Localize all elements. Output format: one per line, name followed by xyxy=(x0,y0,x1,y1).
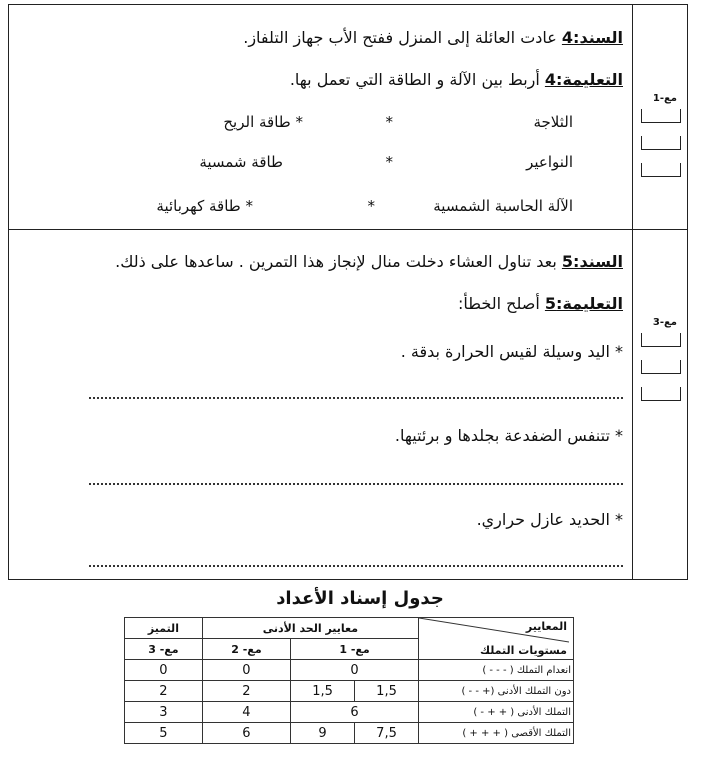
answer-line-2[interactable] xyxy=(89,483,623,485)
c2-cell: 6 xyxy=(202,723,290,744)
table-row xyxy=(125,660,574,681)
ex4-sanad-text: عادت العائلة إلى المنزل ففتح الأب جهاز التلفاز. xyxy=(243,28,562,47)
score-boxes-3 xyxy=(641,333,681,414)
energy-2: طاقة شمسية xyxy=(199,153,283,171)
c1-cell: 6 xyxy=(291,702,419,723)
levels-header: مستويات التملك xyxy=(479,644,567,657)
ex4-talima xyxy=(19,69,623,91)
star-2: * xyxy=(385,153,393,171)
machine-2: النواعير xyxy=(526,153,573,171)
ex4-sanad-label: السند:4 xyxy=(561,28,623,47)
ex5-item-2: * تتنفس الضفدعة بجلدها و برئتيها. xyxy=(394,426,623,445)
c1a-cell: 1,5 xyxy=(355,681,419,702)
exercise-frame xyxy=(8,4,688,580)
excellence-header: التميز xyxy=(125,618,203,639)
c2-cell: 4 xyxy=(202,702,290,723)
answer-line-3[interactable] xyxy=(89,565,623,567)
c1b-cell: 1,5 xyxy=(291,681,355,702)
answer-line-1[interactable] xyxy=(89,397,623,399)
score-box xyxy=(641,360,681,374)
c3-cell: 3 xyxy=(125,702,203,723)
ex5-talima xyxy=(19,293,623,315)
c3-cell: 0 xyxy=(125,660,203,681)
ex5-item-3: * الحديد عازل حراري. xyxy=(476,510,623,529)
ex4-talima-text: أربط بين الآلة و الطاقة التي تعمل بها. xyxy=(289,70,545,89)
level-cell: التملك الأقصى ( + + + ) xyxy=(419,723,574,744)
ex4-sanad xyxy=(19,27,623,49)
score-box xyxy=(641,333,681,347)
machine-1: الثلاجة xyxy=(533,113,573,131)
c1-cell: 0 xyxy=(291,660,419,681)
table-row xyxy=(125,723,574,744)
c3-cell: 2 xyxy=(125,681,203,702)
star-1: * xyxy=(385,113,393,131)
table-row xyxy=(125,702,574,723)
c3-cell: 5 xyxy=(125,723,203,744)
ex5-item-1: * اليد وسيلة لقيس الحرارة بدقة . xyxy=(400,342,623,361)
min-criteria-header: معايير الحد الأدنى xyxy=(202,618,418,639)
level-cell: انعدام التملك ( - - - ) xyxy=(419,660,574,681)
criteria-header: المعايير xyxy=(525,620,567,633)
table-row xyxy=(125,681,574,702)
score-boxes-1 xyxy=(641,109,681,190)
ex5-talima-label: التعليمة:5 xyxy=(544,294,623,313)
c2-header: مع- 2 xyxy=(202,639,290,660)
grading-table xyxy=(124,617,574,744)
level-cell: دون التملك الأدنى (+ - - ) xyxy=(419,681,574,702)
energy-3: * طاقة كهربائية xyxy=(156,197,253,215)
criterion-label-3: مع-3 xyxy=(652,317,677,328)
ex4-talima-label: التعليمة:4 xyxy=(544,70,623,89)
criteria-column xyxy=(632,5,687,579)
c2-cell: 0 xyxy=(202,660,290,681)
c1b-cell: 9 xyxy=(291,723,355,744)
score-box xyxy=(641,109,681,123)
exercise-content xyxy=(9,5,633,579)
ex5-sanad-label: السند:5 xyxy=(561,252,623,271)
ex5-talima-text: أصلح الخطأ: xyxy=(458,294,545,313)
ex5-sanad xyxy=(19,251,623,273)
star-3: * xyxy=(367,197,375,215)
score-box xyxy=(641,136,681,150)
machine-3: الآلة الحاسبة الشمسية xyxy=(433,197,573,215)
c1-header: مع- 1 xyxy=(291,639,419,660)
grading-table-title: جدول إسناد الأعداد xyxy=(276,588,444,609)
energy-1: * طاقة الريح xyxy=(223,113,303,131)
level-cell: التملك الأدنى ( + + - ) xyxy=(419,702,574,723)
ex5-sanad-text: بعد تناول العشاء دخلت منال لإنجاز هذا التمرين . ساعدها على ذلك. xyxy=(115,252,562,271)
c2-cell: 2 xyxy=(202,681,290,702)
score-box xyxy=(641,387,681,401)
criteria-levels-header xyxy=(419,618,574,660)
c1a-cell: 7,5 xyxy=(355,723,419,744)
score-box xyxy=(641,163,681,177)
c3-header: مع- 3 xyxy=(125,639,203,660)
criterion-label-1: مع-1 xyxy=(652,93,677,104)
